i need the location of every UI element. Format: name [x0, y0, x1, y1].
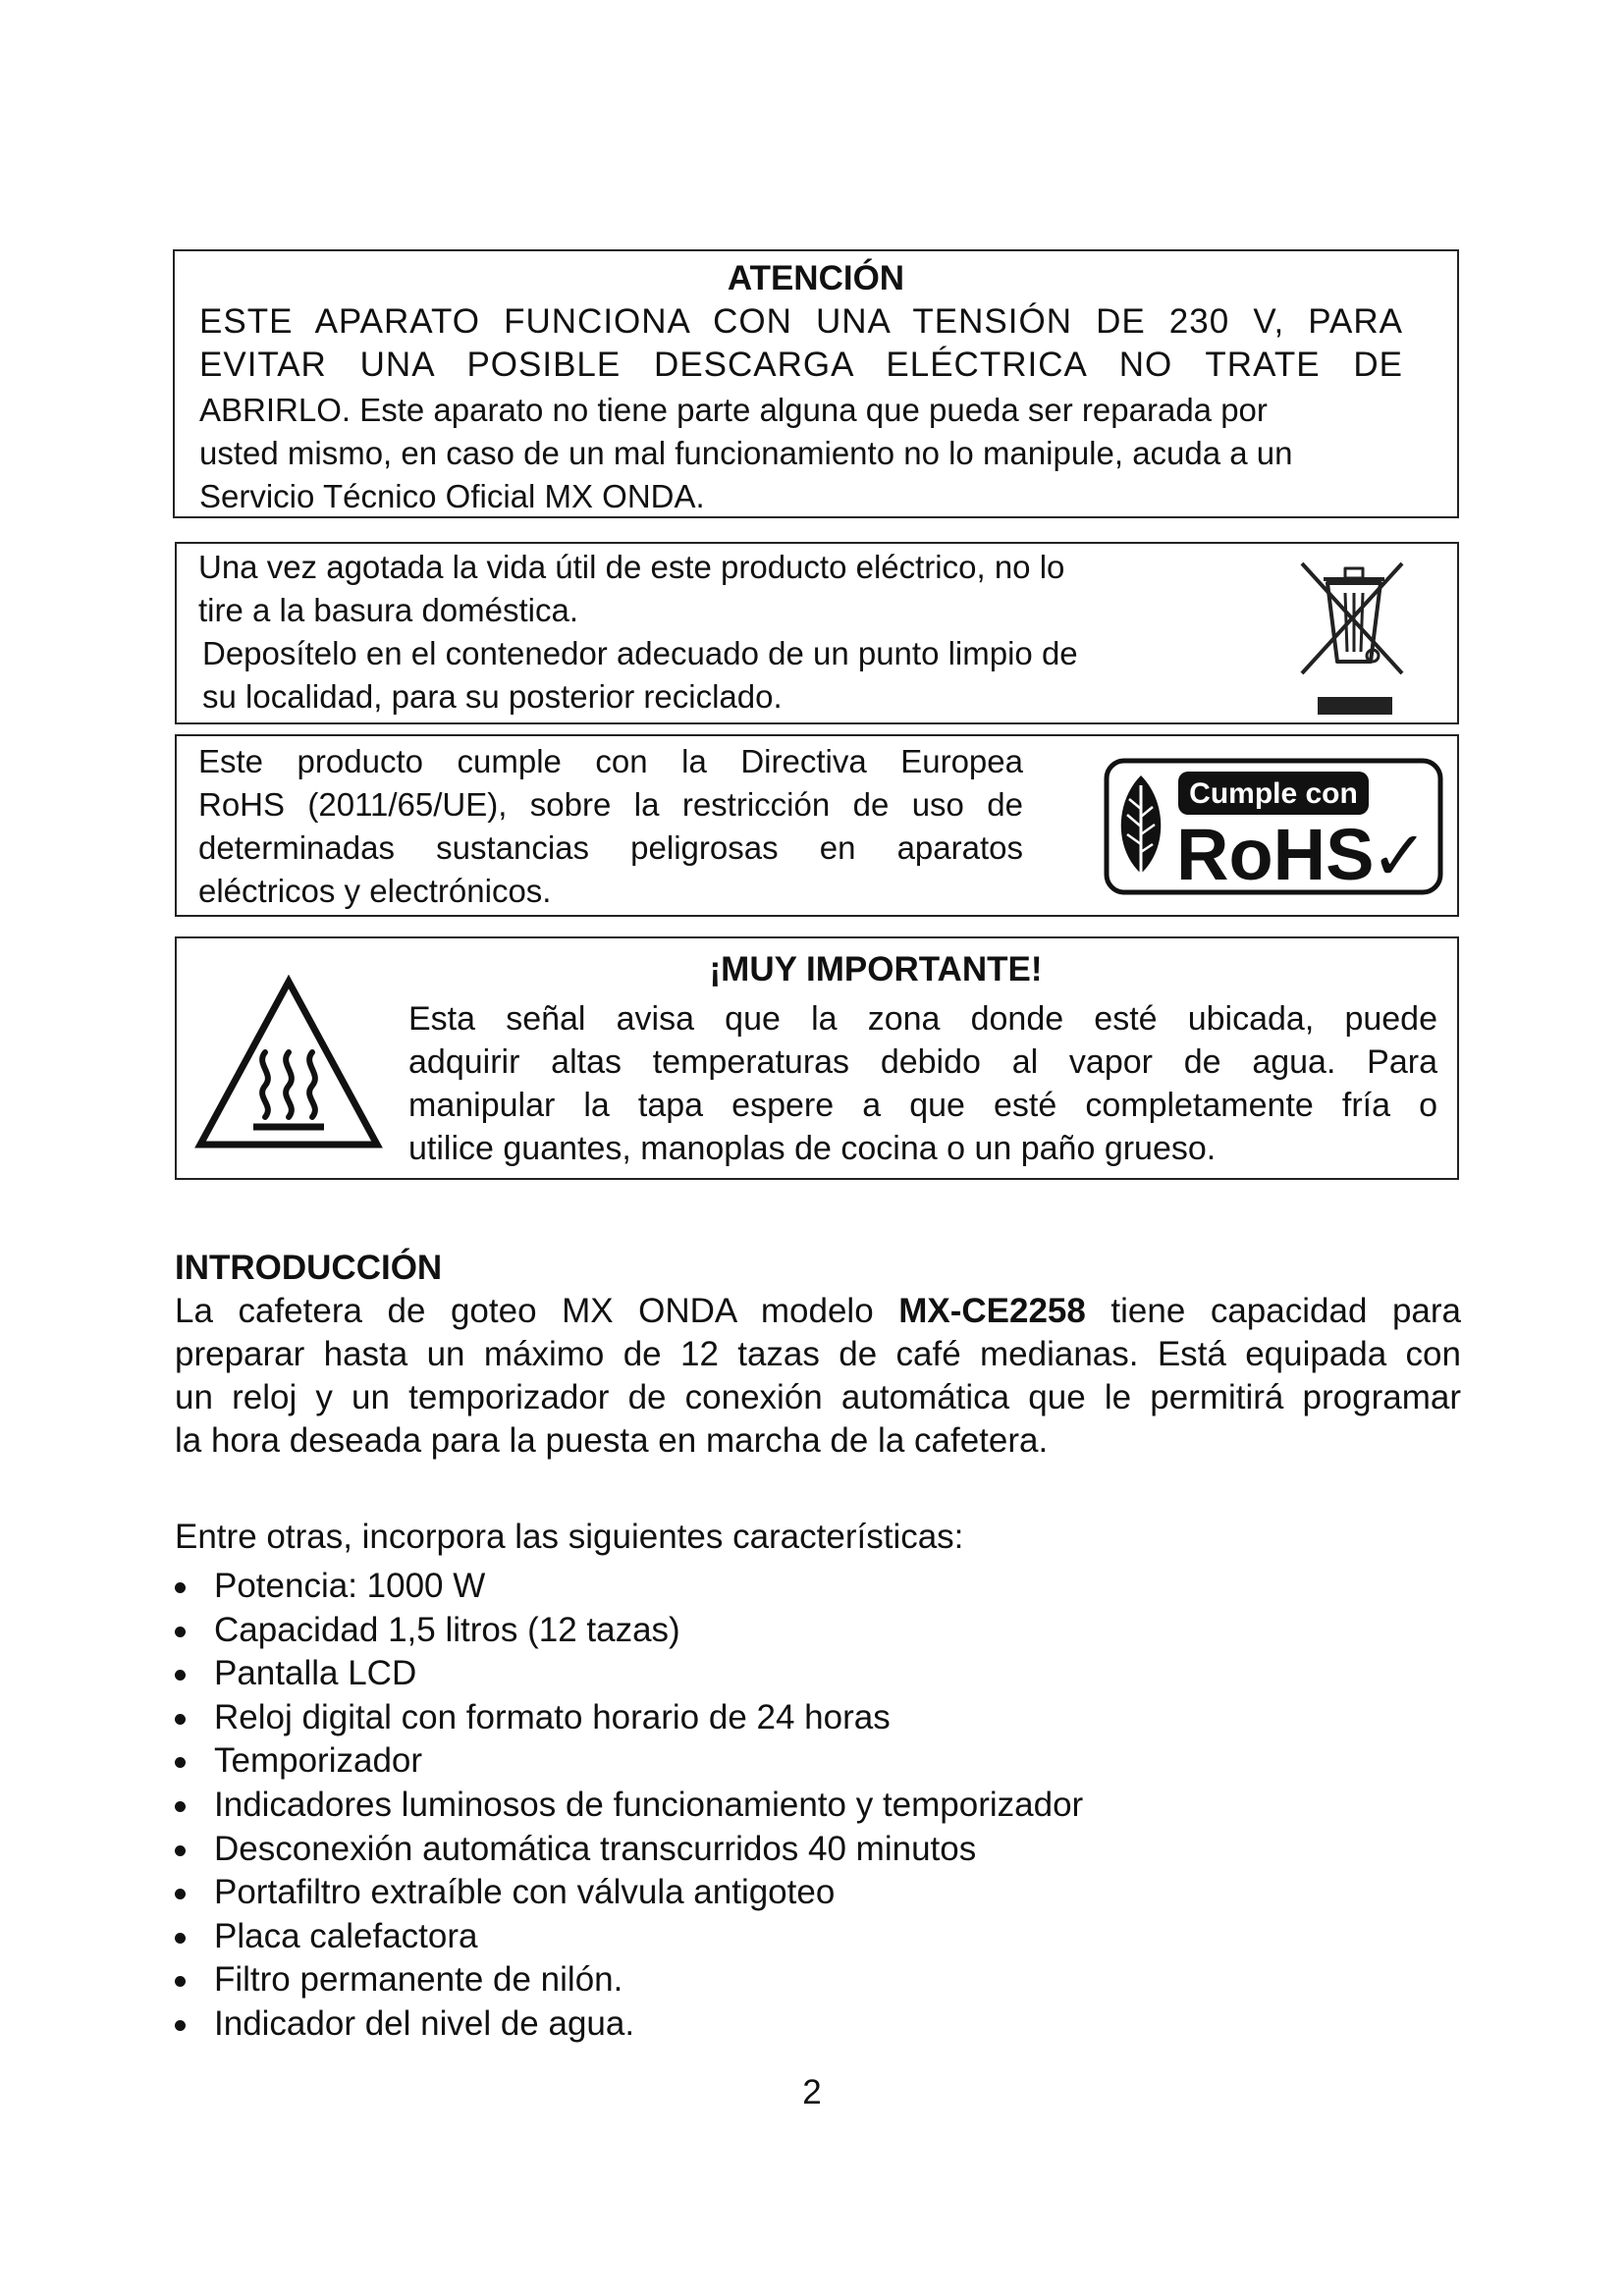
- rohs-box: [175, 734, 1459, 917]
- recycling-text: [198, 546, 1180, 719]
- rohs-logo-main-text: RoHS: [1176, 814, 1375, 895]
- feature-text: Filtro permanente de nilón.: [214, 1960, 623, 2000]
- feature-item: [175, 1958, 1083, 2002]
- feature-item: [175, 1739, 1083, 1784]
- attention-line-4: usted mismo, en caso de un mal funcionamiento no lo manipule, acuda a un: [199, 435, 1293, 471]
- feature-item: [175, 1609, 1083, 1653]
- page-number: 2: [802, 2073, 822, 2111]
- important-line-1: Esta señal avisa que la zona donde esté ubicada, puede: [408, 1000, 1437, 1038]
- feature-item: [175, 1784, 1083, 1828]
- bullet-icon: [175, 1582, 186, 1593]
- feature-item: [175, 1696, 1083, 1740]
- recycling-line-3: Deposítelo en el contenedor adecuado de un punto limpio de: [202, 635, 1078, 671]
- introduction-line-4: la hora deseada para la puesta en marcha de la cafetera.: [175, 1421, 1049, 1460]
- introduction-line-3: un reloj y un temporizador de conexión automática que le permitirá programar: [175, 1378, 1461, 1416]
- crossed-out-bin-icon: [1294, 554, 1410, 721]
- feature-text: Portafiltro extraíble con válvula antigoteo: [214, 1873, 836, 1912]
- feature-text: Temporizador: [214, 1741, 423, 1781]
- feature-text: Indicador del nivel de agua.: [214, 2003, 635, 2043]
- rohs-line-1: Este producto cumple con la Directiva Europea: [198, 743, 1023, 779]
- features-list: [175, 1565, 1083, 2047]
- bullet-icon: [175, 1845, 186, 1856]
- introduction-heading: INTRODUCCIÓN: [175, 1249, 443, 1287]
- bullet-icon: [175, 1757, 186, 1768]
- recycling-line-2: tire a la basura doméstica.: [198, 592, 579, 628]
- feature-item: [175, 2002, 1083, 2047]
- feature-text: Placa calefactora: [214, 1916, 478, 1955]
- rohs-line-4: eléctricos y electrónicos.: [198, 873, 552, 909]
- rohs-logo: [1104, 758, 1443, 895]
- feature-item: [175, 1652, 1083, 1696]
- attention-line-3: ABRIRLO. Este aparato no tiene parte alguna que pueda ser reparada por: [199, 392, 1268, 428]
- bullet-icon: [175, 1933, 186, 1944]
- recycling-line-4: su localidad, para su posterior reciclado.: [202, 678, 783, 715]
- feature-text: Pantalla LCD: [214, 1654, 417, 1693]
- bullet-icon: [175, 1889, 186, 1899]
- recycling-line-1: Una vez agotada la vida útil de este producto eléctrico, no lo: [198, 549, 1065, 585]
- rohs-line-3: determinadas sustancias peligrosas en aparatos: [198, 829, 1023, 866]
- model-number: MX-CE2258: [898, 1292, 1086, 1330]
- attention-box: [173, 249, 1459, 518]
- important-line-3: manipular la tapa espere a que esté completamente fría o: [408, 1087, 1437, 1124]
- feature-item: [175, 1828, 1083, 1872]
- intro-line1-post: tiene capacidad para: [1085, 1292, 1462, 1330]
- feature-text: Reloj digital con formato horario de 24 horas: [214, 1697, 891, 1736]
- bullet-icon: [175, 1714, 186, 1725]
- introduction-line-1: [175, 1290, 1461, 1333]
- feature-text: Capacidad 1,5 litros (12 tazas): [214, 1610, 680, 1649]
- introduction-paragraph: [175, 1290, 1461, 1463]
- bullet-icon: [175, 1801, 186, 1812]
- introduction-section: [175, 1247, 1461, 1463]
- bullet-icon: [175, 1670, 186, 1681]
- attention-line-2: EVITAR UNA POSIBLE DESCARGA ELÉCTRICA NO TRATE DE: [199, 346, 1403, 384]
- rohs-text: [198, 740, 1023, 913]
- important-line-2: adquirir altas temperaturas debido al vapor de agua. Para: [408, 1043, 1437, 1081]
- feature-item: [175, 1915, 1083, 1959]
- important-line-4: utilice guantes, manoplas de cocina o un paño grueso.: [408, 1130, 1217, 1167]
- important-text: [408, 997, 1437, 1170]
- rohs-line-2: RoHS (2011/65/UE), sobre la restricción de uso de: [198, 786, 1023, 823]
- feature-text: Indicadores luminosos de funcionamiento y temporizador: [214, 1785, 1084, 1824]
- attention-line-1: ESTE APARATO FUNCIONA CON UNA TENSIÓN DE 230 V, PARA: [199, 302, 1403, 341]
- rohs-logo-top-text: Cumple con: [1189, 777, 1358, 810]
- hot-surface-warning-icon: [190, 972, 387, 1154]
- recycling-box: [175, 542, 1459, 724]
- attention-line-5: Servicio Técnico Oficial MX ONDA.: [199, 478, 705, 514]
- check-icon: ✓: [1371, 816, 1429, 895]
- feature-text: Desconexión automática transcurridos 40 minutos: [214, 1829, 977, 1868]
- feature-item: [175, 1565, 1083, 1609]
- attention-title: ATENCIÓN: [727, 259, 905, 297]
- feature-text: Potencia: 1000 W: [214, 1567, 486, 1605]
- important-title: ¡MUY IMPORTANTE!: [709, 950, 1043, 988]
- bullet-icon: [175, 1976, 186, 1987]
- attention-body: [199, 389, 1432, 518]
- bullet-icon: [175, 2020, 186, 2031]
- features-intro: Entre otras, incorpora las siguientes características:: [175, 1518, 964, 1556]
- introduction-line-2: preparar hasta un máximo de 12 tazas de café medianas. Está equipada con: [175, 1335, 1461, 1373]
- important-box: [175, 936, 1459, 1180]
- intro-line1-pre: La cafetera de goteo MX ONDA modelo: [175, 1292, 899, 1330]
- feature-item: [175, 1871, 1083, 1915]
- bullet-icon: [175, 1627, 186, 1637]
